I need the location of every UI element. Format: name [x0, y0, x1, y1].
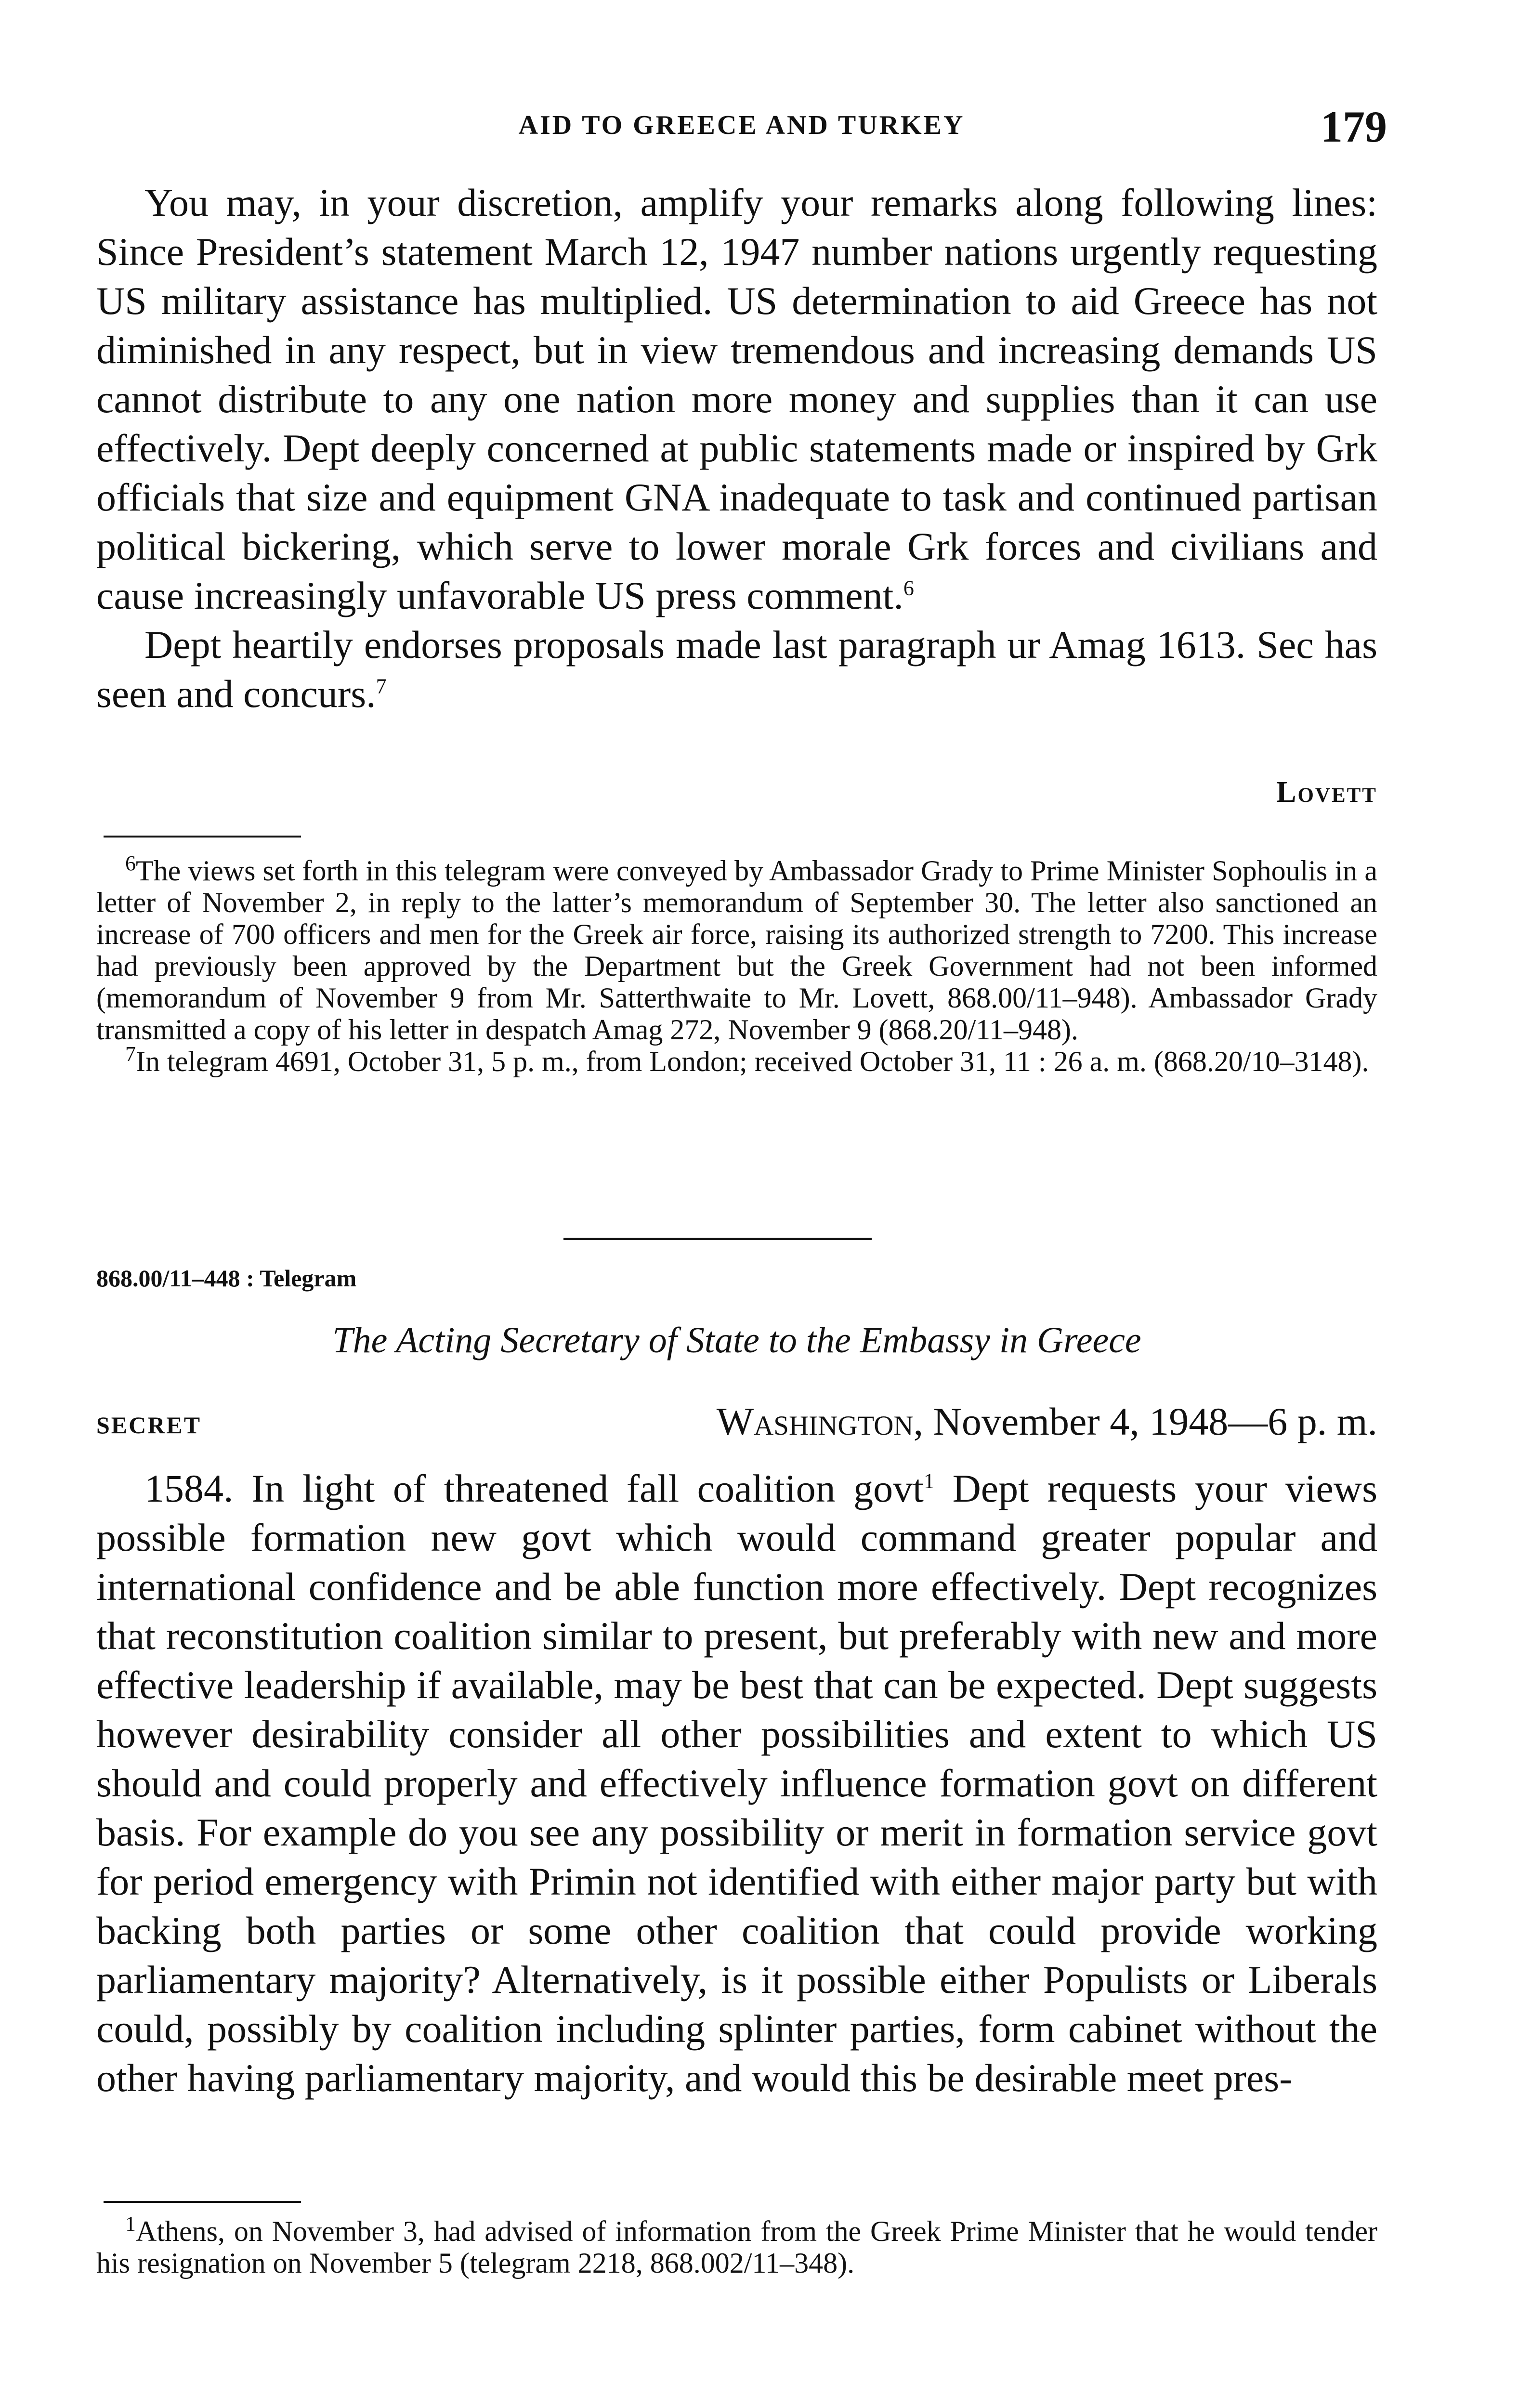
footnote	[96, 2212, 1377, 2279]
footnote-mark: 6	[125, 851, 136, 875]
body-paragraph	[96, 178, 1377, 620]
telegram-continuation	[96, 178, 1377, 719]
dateline-place: Washington,	[716, 1400, 924, 1443]
body-paragraph	[96, 620, 1377, 719]
footnote-text: Athens, on November 3, had advised of information from the Greek Prime Minister that he would tender his resignation on November 5 (telegram 2218, 868.002/11–348).	[96, 2215, 1377, 2279]
dateline-date: November 4, 1948—6 p. m.	[933, 1400, 1377, 1443]
page-header	[96, 101, 1387, 154]
footnote	[96, 1042, 1377, 1077]
footnote-ref: 7	[376, 674, 387, 698]
footnote-text: The views set forth in this telegram were conveyed by Ambassador Grady to Prime Minister Sophoulis in a letter of November 2, in reply to the latter’s memorandum of September 30. The letter also sanctioned an increase of 700 officers and men for the Greek air force, raising its authorized strength to 7200. This increase had previously been approved by the Department but the Greek Government had not been informed (memorandum of November 9 from Mr. Satterthwaite to Mr. Lovett, 868.00/11–948). Ambassador Grady transmitted a copy of his letter in despatch Amag 272, November 9 (868.20/11–948).	[96, 855, 1377, 1046]
telegram-body	[96, 1464, 1377, 2103]
section-divider	[563, 1238, 872, 1240]
footnote-ref: 1	[923, 1469, 934, 1493]
document-title: The Acting Secretary of State to the Embassy in Greece	[332, 1320, 1141, 1361]
footnote-text: In telegram 4691, October 31, 5 p. m., from London; received October 31, 11 : 26 a. m. (868.20/10–3148).	[136, 1046, 1369, 1077]
paragraph-text: You may, in your discretion, amplify your remarks along following lines: Since President’s statement March 12, 1947 number nations urgently requesting US military assistance has multiplied. US determination to aid Greece has not diminished in any respect, but in view tremendous and increasing demands US cannot distribute to any one nation more money and supplies than it can use effectively. Dept deeply concerned at public statements made or inspired by Grk officials that size and equipment GNA inadequate to task and continued partisan political bickering, which serve to lower morale Grk forces and civilians and cause increasingly unfavorable US press comment.	[96, 181, 1377, 617]
footnote-divider	[104, 836, 301, 838]
signature: Lovett	[1276, 776, 1377, 809]
paragraph-text: Dept requests your views possible formation new govt which would command greater popular and international confidence and be able function more effectively. Dept recognizes that reconstitution coalition similar to present, but preferably with new and more effective leadership if available, may be best that can be expected. Dept suggests however desirability consider all other possibilities and extent to which US should and could properly and effectively influence formation govt on different basis. For example do you see any possibility or merit in formation service govt for period emergency with Primin not identified with either major party but with backing both parties or some other coalition that could provide working parliamentary majority? Alternatively, is it possible either Populists or Liberals could, possibly by coalition including splinter parties, form cabinet without the other having parliamentary majority, and would this be desirable meet pres-	[96, 1466, 1378, 2100]
paragraph-text: Dept heartily endorses proposals made last paragraph ur Amag 1613. Sec has seen and concurs.	[96, 623, 1377, 716]
body-paragraph	[96, 1464, 1377, 2103]
footnote-divider	[104, 2201, 301, 2203]
dateline	[717, 1399, 1377, 1444]
footnote-ref: 6	[903, 576, 914, 600]
paragraph-number: 1584.	[144, 1466, 234, 1510]
page-number: 179	[1321, 102, 1387, 151]
footnote-mark: 7	[125, 1042, 136, 1066]
footnote-mark: 1	[125, 2212, 136, 2236]
footnote	[96, 851, 1377, 1046]
classification-label: SECRET	[96, 1412, 202, 1439]
running-title: AID TO GREECE AND TURKEY	[518, 110, 965, 140]
footnotes-section	[96, 851, 1377, 1077]
footnotes-section	[96, 2212, 1377, 2279]
file-reference: 868.00/11–448 : Telegram	[96, 1265, 357, 1292]
paragraph-lead: In light of threatened fall coalition govt	[251, 1466, 924, 1510]
